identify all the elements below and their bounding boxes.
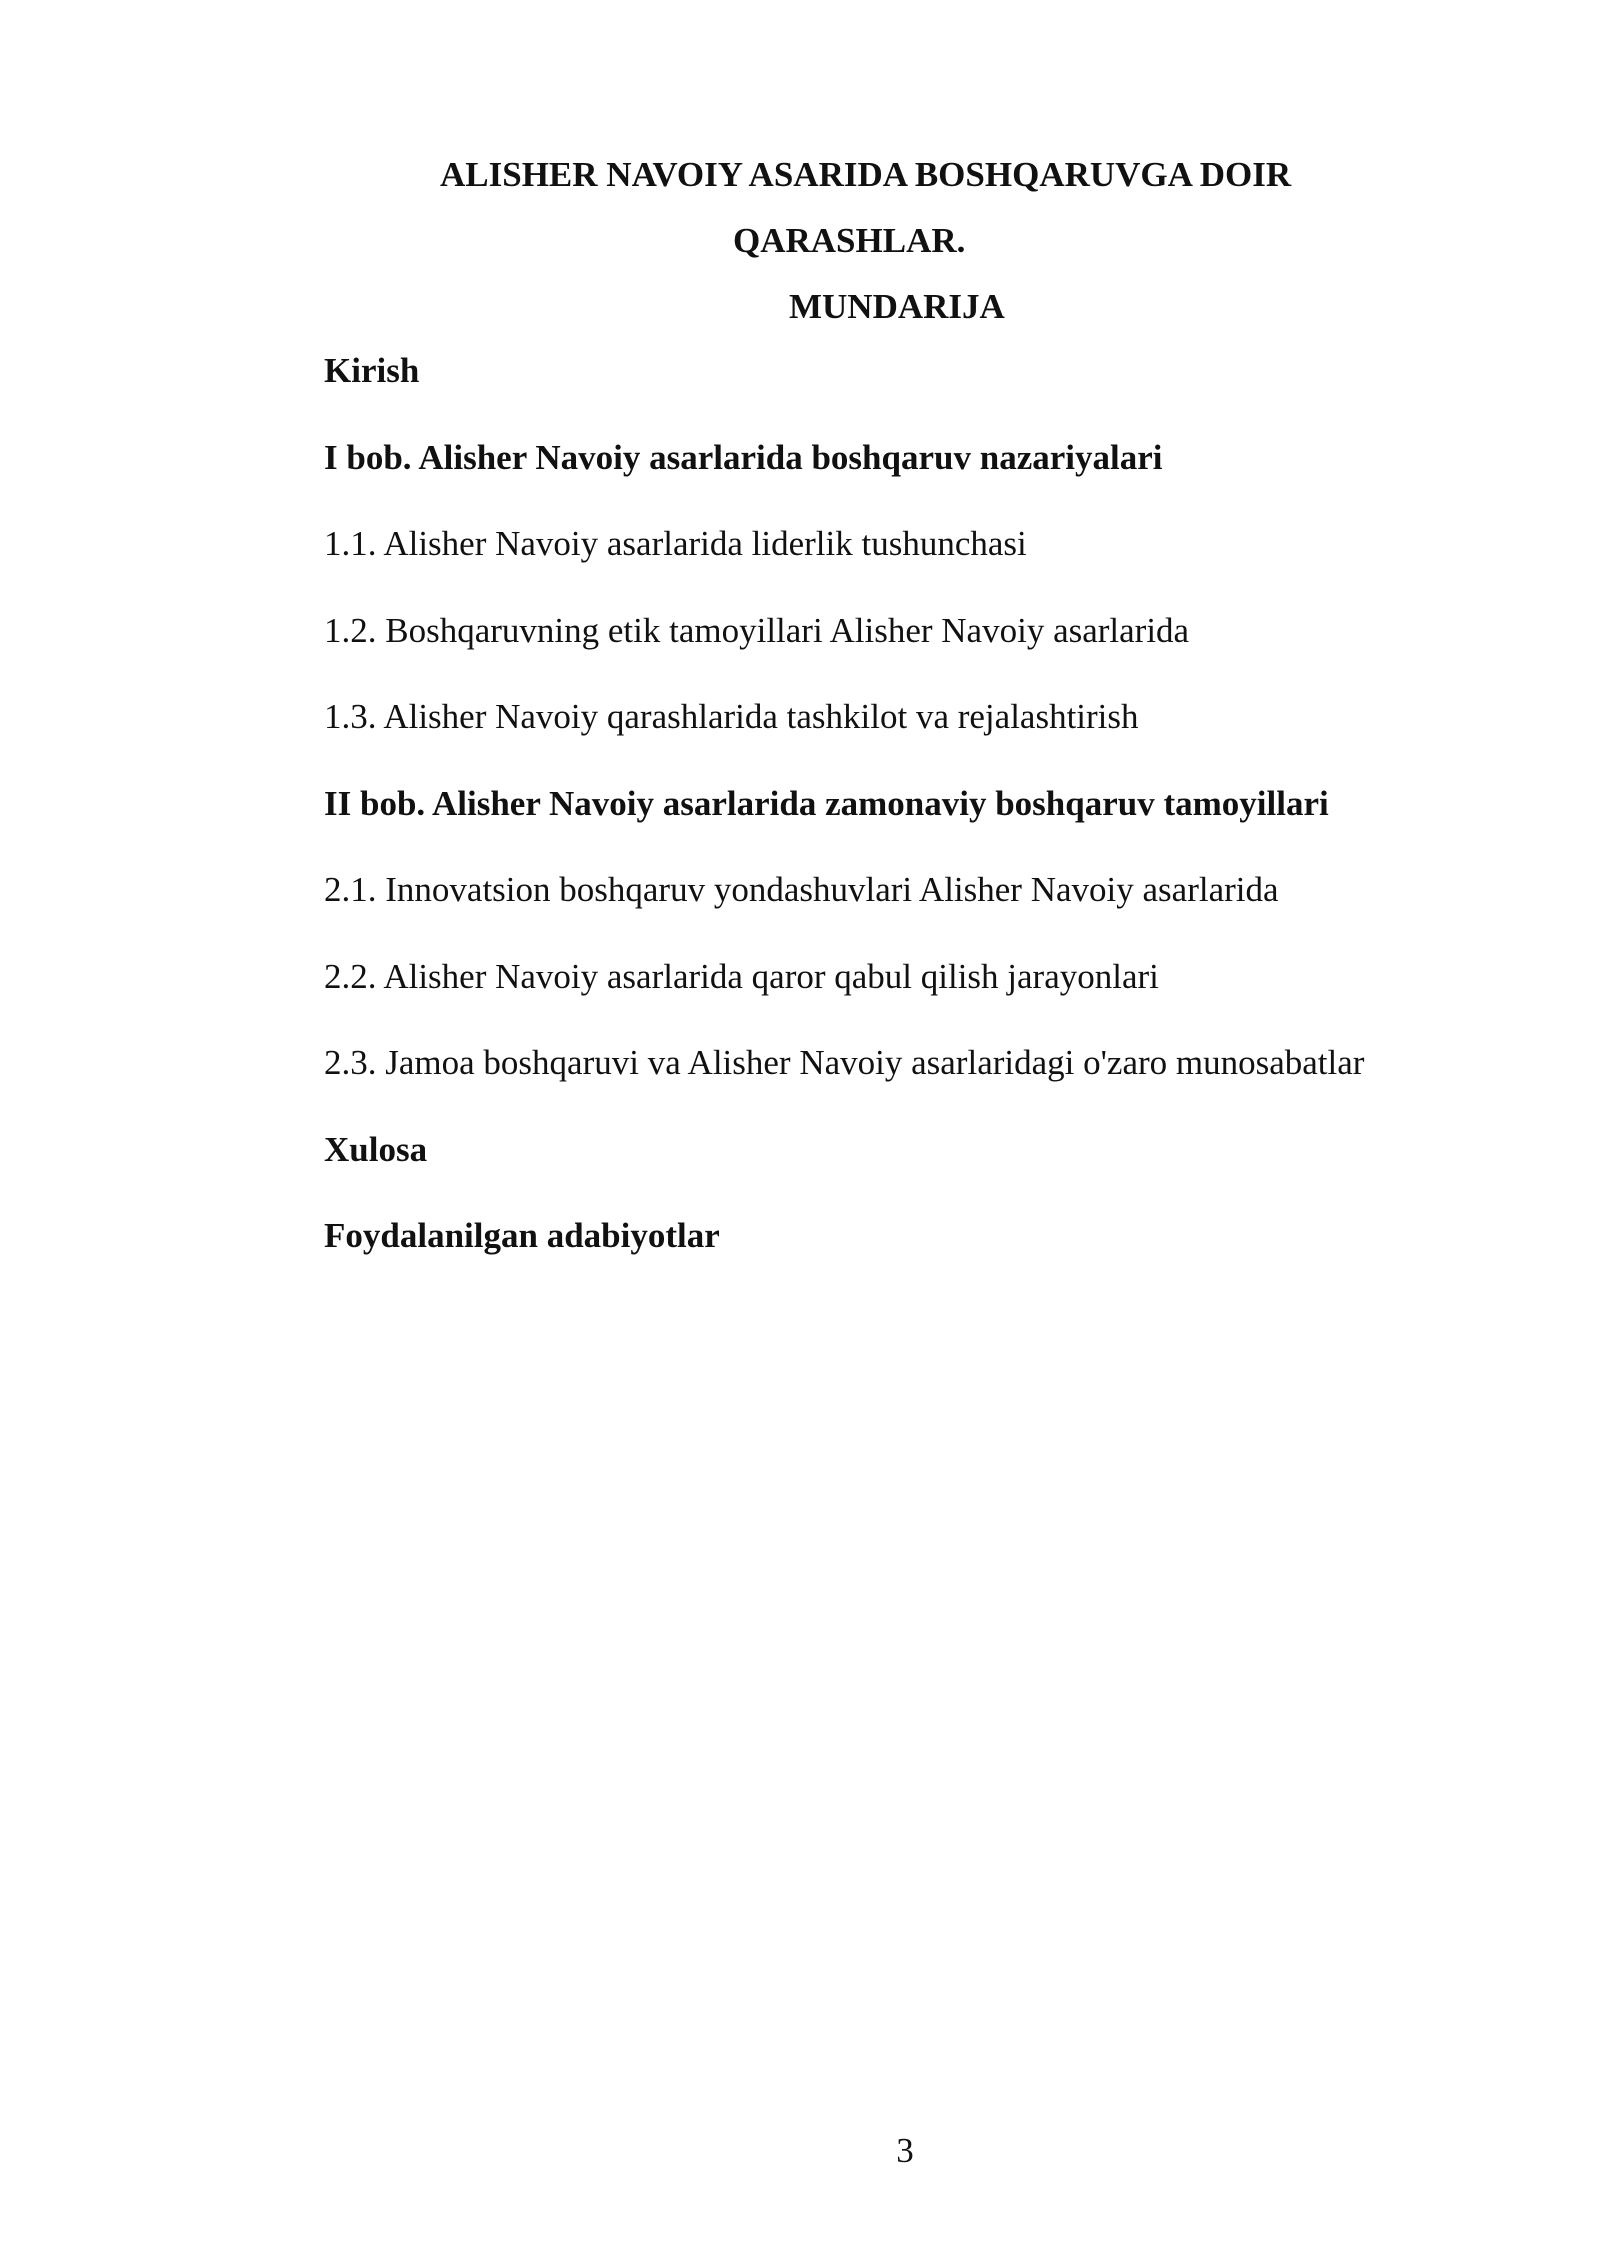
toc-item-2-3: 2.3. Jamoa boshqaruvi va Alisher Navoiy asarlaridagi o'zaro munosabatlar: [324, 1043, 1365, 1082]
document-title-line-1: ALISHER NAVOIY ASARIDA BOSHQARUVGA DOIR: [440, 155, 1292, 194]
table-of-contents: [324, 353, 1364, 1305]
toc-item-xulosa: Xulosa: [324, 1129, 428, 1169]
toc-heading: MUNDARIJA: [789, 287, 1005, 326]
toc-item-chapter-2: II bob. Alisher Navoiy asarlarida zamonaviy boshqaruv tamoyillari: [324, 783, 1329, 823]
toc-item-kirish: Kirish: [324, 351, 420, 390]
toc-item-chapter-1: I bob. Alisher Navoiy asarlarida boshqaruv nazariyalari: [324, 437, 1163, 477]
document-title-line-2: QARASHLAR.: [733, 221, 966, 260]
toc-item-1-3: 1.3. Alisher Navoiy qarashlarida tashkilot va rejalashtirish: [324, 697, 1139, 736]
toc-item-references: Foydalanilgan adabiyotlar: [324, 1216, 720, 1255]
toc-item-2-1: 2.1. Innovatsion boshqaruv yondashuvlari Alisher Navoiy asarlarida: [324, 870, 1279, 909]
toc-item-2-2: 2.2. Alisher Navoiy asarlarida qaror qabul qilish jarayonlari: [324, 956, 1159, 996]
toc-item-1-2: 1.2. Boshqaruvning etik tamoyillari Alisher Navoiy asarlarida: [324, 610, 1190, 650]
page-number: 3: [896, 2131, 914, 2170]
toc-item-1-1: 1.1. Alisher Navoiy asarlarida liderlik tushunchasi: [324, 524, 1027, 563]
